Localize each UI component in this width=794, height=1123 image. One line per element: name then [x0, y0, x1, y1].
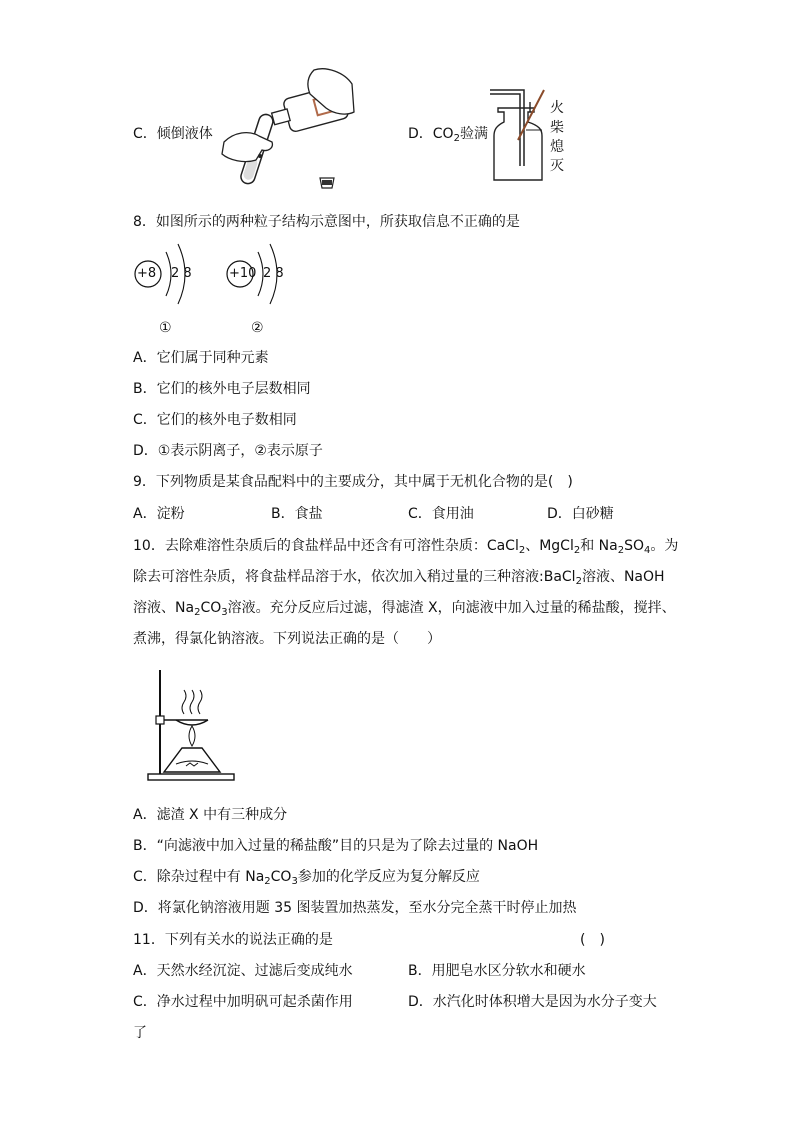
q7-option-d: D．$CO_2$验满	[408, 126, 488, 144]
q9-option-d: D．白砂糖	[547, 506, 614, 522]
q10-option-b: B．“向滤液中加入过量的稀盐酸”目的只是为了除去过量的 NaOH	[133, 838, 539, 854]
q10-option-c: C．除杂过程中有 $Na_2CO_3$参加的化学反应为复分解反应	[133, 869, 480, 887]
q10-option-d: D．将氯化钠溶液用题 35 图装置加热蒸发，至水分完全蒸干时停止加热	[133, 900, 577, 916]
q7-option-c: C．倾倒液体	[133, 126, 213, 142]
q8-option-b: B．它们的核外电子层数相同	[133, 381, 311, 397]
q11-stem: 11．下列有关水的说法正确的是	[133, 932, 333, 948]
q11-option-d: D．水汽化时体积增大是因为水分子变大	[408, 994, 657, 1010]
q10-stem-line1: 10．去除难溶性杂质后的食盐样品中还含有可溶性杂质：CaCl$_2$、MgCl$_2$和 $Na_2SO_4$。为	[133, 538, 679, 556]
match-label-2: 柴	[550, 120, 564, 136]
q9-option-a: A．淀粉	[133, 506, 185, 522]
q9-option-c: C．食用油	[408, 506, 474, 522]
q10-stem-line2: 除去可溶性杂质，将食盐样品溶于水，依次加入稍过量的三种溶液:BaCl$_2$溶液、NaOH	[133, 569, 665, 587]
atom2-nucleus: +10	[229, 266, 257, 281]
evaporation-apparatus-figure	[146, 668, 236, 782]
q9-option-b: B．食盐	[271, 506, 323, 522]
atom1-nucleus: +8	[137, 266, 157, 281]
atom1-label: ①	[159, 320, 172, 336]
gas-bottle-figure	[488, 86, 548, 184]
match-label-3: 熄	[550, 139, 564, 155]
q11-answer-bracket: ( )	[580, 932, 605, 948]
q10-stem-line4: 煮沸，得氯化钠溶液。下列说法正确的是（ ）	[133, 631, 441, 647]
q11-option-c: C．净水过程中加明矾可起杀菌作用	[133, 994, 353, 1010]
match-label-4: 灭	[550, 158, 564, 174]
q8-option-c: C．它们的核外电子数相同	[133, 412, 297, 428]
pouring-liquid-figure	[214, 64, 359, 194]
atom2-electrons: 2 8	[263, 266, 284, 281]
q11-option-a: A．天然水经沉淀、过滤后变成纯水	[133, 963, 353, 979]
match-label-1: 火	[550, 100, 564, 116]
atom1-electrons: 2 8	[171, 266, 192, 281]
q8-option-d: D．①表示阴离子，②表示原子	[133, 443, 323, 459]
q11-option-b: B．用肥皂水区分软水和硬水	[408, 963, 586, 979]
q10-stem-line3: 溶液、$Na_2CO_3$溶液。充分反应后过滤，得滤渣 X，向滤液中加入过量的稀盐酸，搅拌、	[133, 600, 676, 618]
atom2-label: ②	[251, 320, 264, 336]
q8-stem: 8．如图所示的两种粒子结构示意图中，所获取信息不正确的是	[133, 214, 520, 230]
q8-option-a: A．它们属于同种元素	[133, 350, 269, 366]
q11-option-d-continued: 了	[133, 1025, 147, 1041]
q10-option-a: A．滤渣 X 中有三种成分	[133, 807, 288, 823]
q9-stem: 9．下列物质是某食品配料中的主要成分，其中属于无机化合物的是( )	[133, 474, 573, 490]
